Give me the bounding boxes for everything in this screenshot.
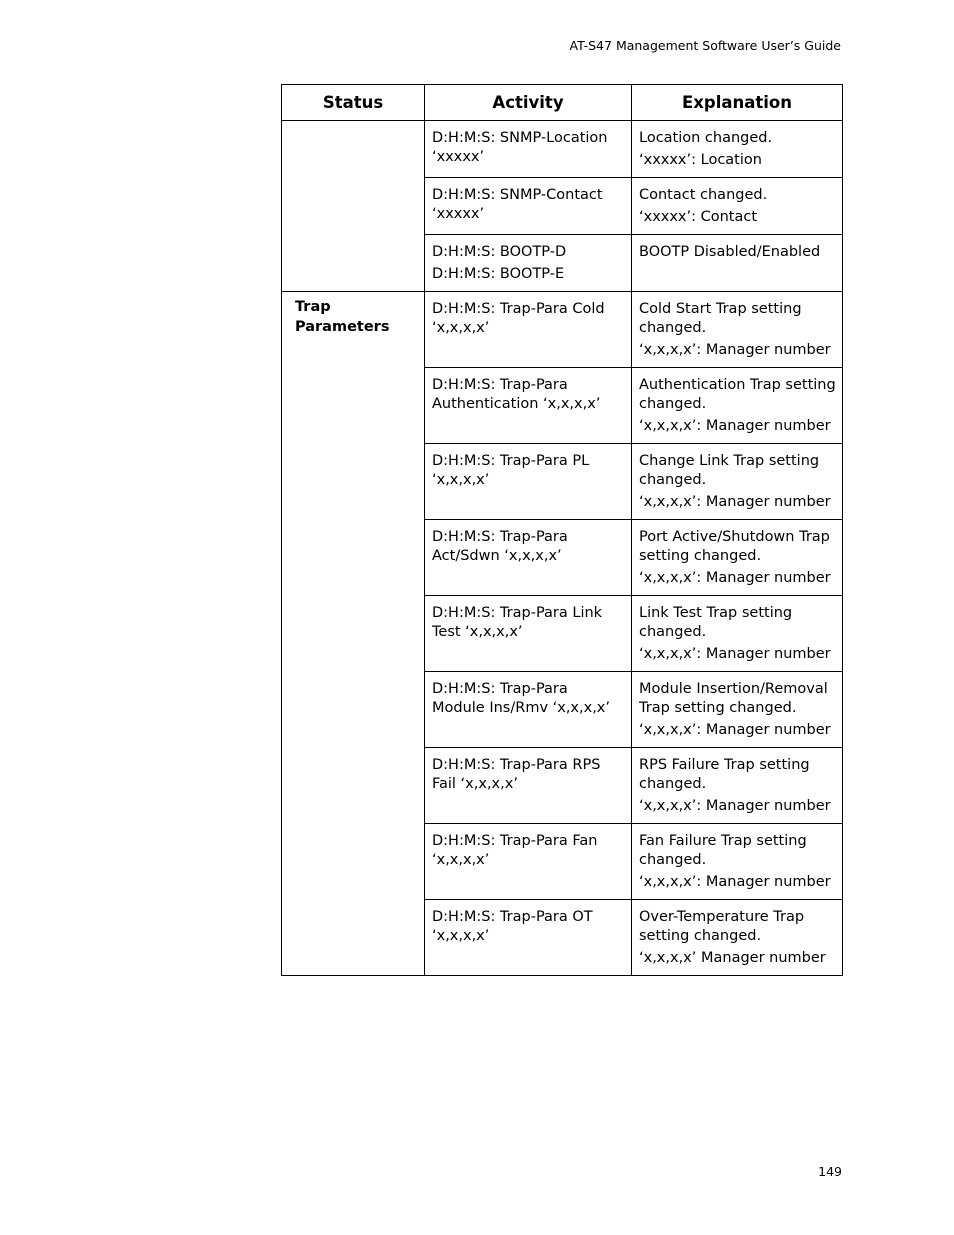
activity-cell: D:H:M:S: Trap-Para OT ‘x,x,x,x’ [425,900,632,976]
explanation-cell: Change Link Trap setting changed. ‘x,x,x,x’: Manager number [632,444,843,520]
explanation-cell: Port Active/Shutdown Trap setting changed. ‘x,x,x,x’: Manager number [632,520,843,596]
table-header-row [282,85,843,121]
activity-cell: D:H:M:S: SNMP-Contact ‘xxxxx’ [425,178,632,235]
activity-cell: D:H:M:S: Trap-Para RPS Fail ‘x,x,x,x’ [425,748,632,824]
explanation-cell: Over-Temperature Trap setting changed. ‘x,x,x,x’ Manager number [632,900,843,976]
activity-cell: D:H:M:S: Trap-Para Fan ‘x,x,x,x’ [425,824,632,900]
status-cell-empty [282,121,425,292]
table-row [282,292,843,368]
explanation-cell: Authentication Trap setting changed. ‘x,x,x,x’: Manager number [632,368,843,444]
activity-cell: D:H:M:S: SNMP-Location ‘xxxxx’ [425,121,632,178]
explanation-cell: Module Insertion/Removal Trap setting changed. ‘x,x,x,x’: Manager number [632,672,843,748]
event-log-table [281,84,843,976]
column-header-status: Status [282,85,425,121]
explanation-cell: Fan Failure Trap setting changed. ‘x,x,x,x’: Manager number [632,824,843,900]
activity-cell: D:H:M:S: Trap-Para PL ‘x,x,x,x’ [425,444,632,520]
explanation-cell: BOOTP Disabled/Enabled [632,235,843,292]
page-number: 149 [818,1164,842,1179]
activity-cell: D:H:M:S: Trap-Para Cold ‘x,x,x,x’ [425,292,632,368]
table-row [282,121,843,178]
explanation-cell: Location changed. ‘xxxxx’: Location [632,121,843,178]
explanation-cell: Contact changed. ‘xxxxx’: Contact [632,178,843,235]
explanation-cell: RPS Failure Trap setting changed. ‘x,x,x,x’: Manager number [632,748,843,824]
explanation-cell: Cold Start Trap setting changed. ‘x,x,x,x’: Manager number [632,292,843,368]
status-cell-trap-parameters: Trap Parameters [282,292,425,976]
running-header: AT-S47 Management Software User’s Guide [569,38,841,53]
column-header-explanation: Explanation [632,85,843,121]
column-header-activity: Activity [425,85,632,121]
explanation-cell: Link Test Trap setting changed. ‘x,x,x,x’: Manager number [632,596,843,672]
activity-cell: D:H:M:S: Trap-Para Link Test ‘x,x,x,x’ [425,596,632,672]
activity-cell: D:H:M:S: Trap-Para Authentication ‘x,x,x,x’ [425,368,632,444]
activity-cell: D:H:M:S: BOOTP-D D:H:M:S: BOOTP-E [425,235,632,292]
activity-cell: D:H:M:S: Trap-Para Module Ins/Rmv ‘x,x,x,x’ [425,672,632,748]
activity-cell: D:H:M:S: Trap-Para Act/Sdwn ‘x,x,x,x’ [425,520,632,596]
